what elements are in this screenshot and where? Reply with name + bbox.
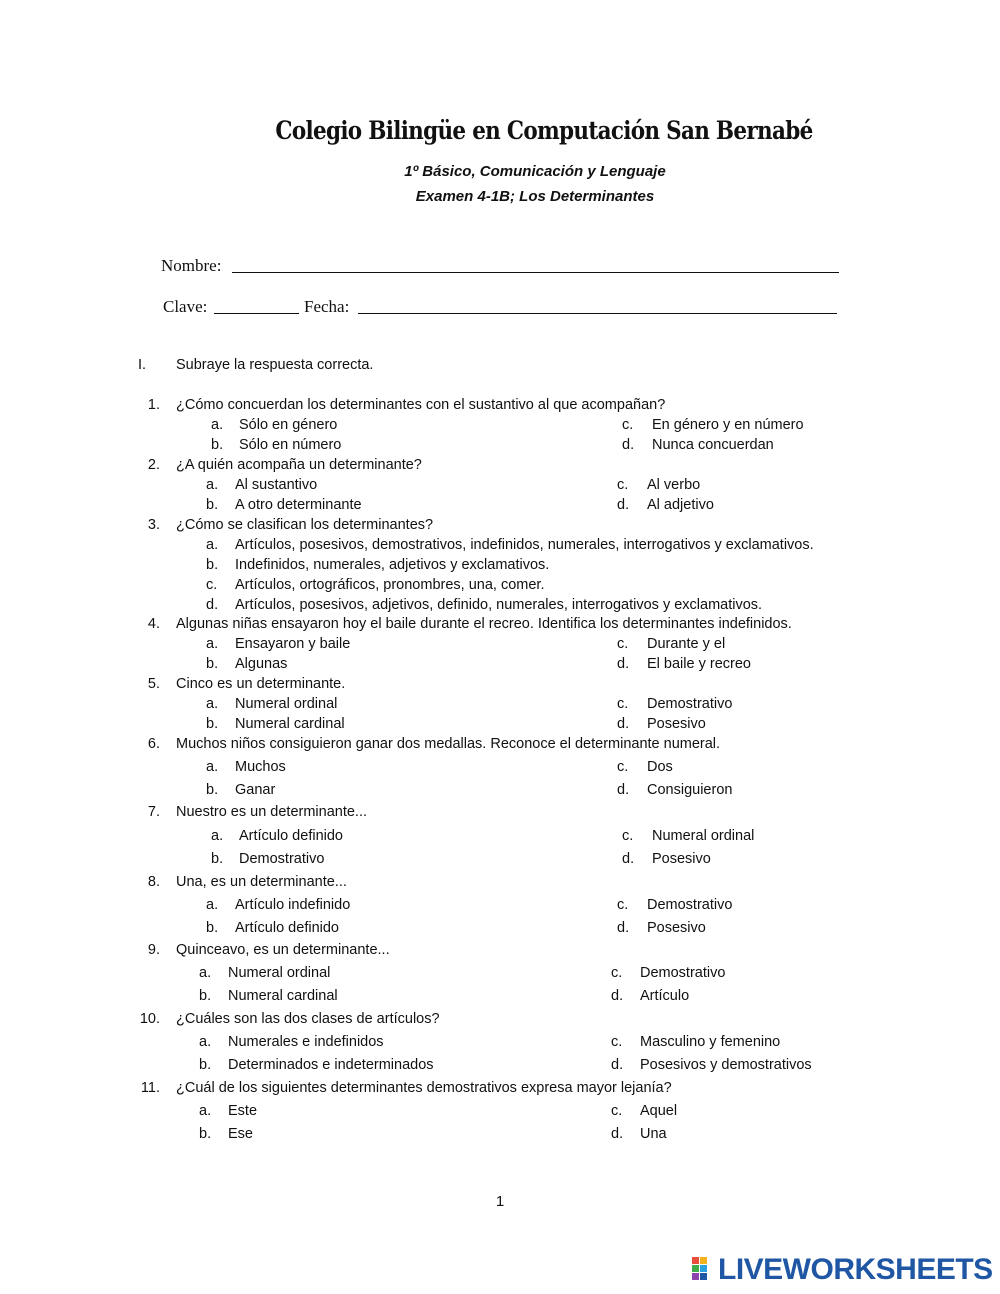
option-letter-9-a: a. bbox=[199, 965, 212, 981]
option-9-d[interactable]: Artículo bbox=[640, 988, 690, 1004]
school-title: Colegio Bilingüe en Computación San Bernabé bbox=[275, 116, 813, 145]
question-text-4: Algunas niñas ensayaron hoy el baile durante el recreo. Identifica los determinantes indefinidos. bbox=[176, 616, 792, 632]
option-11-a[interactable]: Este bbox=[228, 1103, 258, 1119]
option-7-d[interactable]: Posesivo bbox=[652, 851, 711, 867]
option-letter-1-c: c. bbox=[622, 417, 634, 433]
option-letter-9-c: c. bbox=[611, 965, 623, 981]
question-number-9: 9. bbox=[147, 942, 160, 958]
question-text-5: Cinco es un determinante. bbox=[176, 676, 346, 692]
option-letter-5-b: b. bbox=[206, 716, 219, 732]
question-number-4: 4. bbox=[147, 616, 160, 632]
question-number-8: 8. bbox=[147, 874, 160, 890]
option-9-b[interactable]: Numeral cardinal bbox=[228, 988, 338, 1004]
option-letter-9-b: b. bbox=[199, 988, 212, 1004]
question-text-11: ¿Cuál de los siguientes determinantes demostrativos expresa mayor lejanía? bbox=[176, 1080, 672, 1096]
option-letter-1-b: b. bbox=[211, 437, 224, 453]
liveworksheets-logo-icon bbox=[692, 1257, 716, 1281]
option-letter-4-b: b. bbox=[206, 656, 219, 672]
option-4-c[interactable]: Durante y el bbox=[647, 636, 726, 652]
nombre-label: Nombre: bbox=[161, 256, 222, 275]
clave-label: Clave: bbox=[163, 297, 208, 316]
option-8-d[interactable]: Posesivo bbox=[647, 920, 706, 936]
option-letter-4-a: a. bbox=[206, 636, 219, 652]
option-3-c[interactable]: Artículos, ortográficos, pronombres, una, comer. bbox=[235, 577, 545, 593]
question-text-3: ¿Cómo se clasifican los determinantes? bbox=[176, 517, 434, 533]
option-letter-2-a: a. bbox=[206, 477, 219, 493]
option-letter-8-d: d. bbox=[617, 920, 630, 936]
option-letter-2-c: c. bbox=[617, 477, 629, 493]
option-5-c[interactable]: Demostrativo bbox=[647, 696, 733, 712]
question-text-6: Muchos niños consiguieron ganar dos medallas. Reconoce el determinante numeral. bbox=[176, 736, 721, 752]
option-1-a[interactable]: Sólo en género bbox=[239, 417, 338, 433]
option-5-a[interactable]: Numeral ordinal bbox=[235, 696, 338, 712]
option-letter-5-c: c. bbox=[617, 696, 629, 712]
option-2-b[interactable]: A otro determinante bbox=[235, 497, 362, 513]
question-number-11: 11. bbox=[140, 1080, 160, 1096]
option-6-d[interactable]: Consiguieron bbox=[647, 782, 733, 798]
option-letter-2-d: d. bbox=[617, 497, 630, 513]
option-8-b[interactable]: Artículo definido bbox=[235, 920, 339, 936]
clave-field[interactable] bbox=[214, 313, 299, 314]
exam-subtitle: Examen 4-1B; Los Determinantes bbox=[415, 188, 655, 205]
option-4-d[interactable]: El baile y recreo bbox=[647, 656, 751, 672]
course-subtitle: 1º Básico, Comunicación y Lenguaje bbox=[404, 163, 666, 180]
question-number-6: 6. bbox=[147, 736, 160, 752]
option-3-d[interactable]: Artículos, posesivos, adjetivos, definido, numerales, interrogativos y exclamativos. bbox=[235, 597, 763, 613]
option-11-c[interactable]: Aquel bbox=[640, 1103, 678, 1119]
option-10-a[interactable]: Numerales e indefinidos bbox=[228, 1034, 384, 1050]
option-letter-6-d: d. bbox=[617, 782, 630, 798]
option-11-d[interactable]: Una bbox=[640, 1126, 667, 1142]
option-letter-5-a: a. bbox=[206, 696, 219, 712]
option-3-a[interactable]: Artículos, posesivos, demostrativos, indefinidos, numerales, interrogativos y exclamativos. bbox=[235, 537, 814, 553]
option-letter-10-c: c. bbox=[611, 1034, 623, 1050]
question-text-7: Nuestro es un determinante... bbox=[176, 804, 368, 820]
option-letter-3-b: b. bbox=[206, 557, 219, 573]
option-letter-1-d: d. bbox=[622, 437, 635, 453]
option-letter-5-d: d. bbox=[617, 716, 630, 732]
question-text-2: ¿A quién acompaña un determinante? bbox=[176, 457, 422, 473]
option-6-c[interactable]: Dos bbox=[647, 759, 673, 775]
option-letter-9-d: d. bbox=[611, 988, 624, 1004]
option-letter-4-c: c. bbox=[617, 636, 629, 652]
option-8-c[interactable]: Demostrativo bbox=[647, 897, 733, 913]
option-letter-8-c: c. bbox=[617, 897, 629, 913]
option-letter-7-d: d. bbox=[622, 851, 635, 867]
option-7-b[interactable]: Demostrativo bbox=[239, 851, 325, 867]
option-3-b[interactable]: Indefinidos, numerales, adjetivos y exclamativos. bbox=[235, 557, 550, 573]
option-10-d[interactable]: Posesivos y demostrativos bbox=[640, 1057, 812, 1073]
option-9-a[interactable]: Numeral ordinal bbox=[228, 965, 331, 981]
option-letter-10-b: b. bbox=[199, 1057, 212, 1073]
option-9-c[interactable]: Demostrativo bbox=[640, 965, 726, 981]
option-2-a[interactable]: Al sustantivo bbox=[235, 477, 318, 493]
option-5-b[interactable]: Numeral cardinal bbox=[235, 716, 345, 732]
option-letter-8-b: b. bbox=[206, 920, 219, 936]
option-5-d[interactable]: Posesivo bbox=[647, 716, 706, 732]
option-letter-11-d: d. bbox=[611, 1126, 624, 1142]
option-1-b[interactable]: Sólo en número bbox=[239, 437, 342, 453]
question-number-7: 7. bbox=[147, 804, 160, 820]
option-4-a[interactable]: Ensayaron y baile bbox=[235, 636, 351, 652]
option-6-b[interactable]: Ganar bbox=[235, 782, 276, 798]
option-letter-4-d: d. bbox=[617, 656, 630, 672]
option-letter-7-a: a. bbox=[211, 828, 224, 844]
option-letter-8-a: a. bbox=[206, 897, 219, 913]
option-letter-10-a: a. bbox=[199, 1034, 212, 1050]
option-7-a[interactable]: Artículo definido bbox=[239, 828, 343, 844]
page-number: 1 bbox=[495, 1193, 505, 1210]
option-letter-1-a: a. bbox=[211, 417, 224, 433]
option-10-b[interactable]: Determinados e indeterminados bbox=[228, 1057, 434, 1073]
option-letter-3-d: d. bbox=[206, 597, 219, 613]
option-letter-3-a: a. bbox=[206, 537, 219, 553]
question-number-1: 1. bbox=[147, 397, 160, 413]
option-10-c[interactable]: Masculino y femenino bbox=[640, 1034, 781, 1050]
option-letter-6-c: c. bbox=[617, 759, 629, 775]
option-1-c[interactable]: En género y en número bbox=[652, 417, 804, 433]
question-text-8: Una, es un determinante... bbox=[176, 874, 347, 890]
question-number-2: 2. bbox=[147, 457, 160, 473]
option-7-c[interactable]: Numeral ordinal bbox=[652, 828, 755, 844]
option-4-b[interactable]: Algunas bbox=[235, 656, 288, 672]
option-letter-7-b: b. bbox=[211, 851, 224, 867]
option-2-c[interactable]: Al verbo bbox=[647, 477, 701, 493]
fecha-field[interactable] bbox=[358, 313, 837, 314]
option-11-b[interactable]: Ese bbox=[228, 1126, 253, 1142]
option-8-a[interactable]: Artículo indefinido bbox=[235, 897, 351, 913]
question-number-3: 3. bbox=[147, 517, 160, 533]
question-number-10: 10. bbox=[139, 1011, 160, 1027]
option-2-d[interactable]: Al adjetivo bbox=[647, 497, 714, 513]
option-letter-3-c: c. bbox=[206, 577, 218, 593]
option-letter-6-b: b. bbox=[206, 782, 219, 798]
nombre-field[interactable] bbox=[232, 272, 839, 273]
option-letter-10-d: d. bbox=[611, 1057, 624, 1073]
option-letter-2-b: b. bbox=[206, 497, 219, 513]
option-letter-7-c: c. bbox=[622, 828, 634, 844]
option-letter-6-a: a. bbox=[206, 759, 219, 775]
question-text-10: ¿Cuáles son las dos clases de artículos? bbox=[176, 1011, 440, 1027]
question-number-5: 5. bbox=[147, 676, 160, 692]
option-1-d[interactable]: Nunca concuerdan bbox=[652, 437, 774, 453]
section-instruction: Subraye la respuesta correcta. bbox=[176, 357, 374, 373]
option-letter-11-a: a. bbox=[199, 1103, 212, 1119]
question-text-1: ¿Cómo concuerdan los determinantes con el sustantivo al que acompañan? bbox=[176, 397, 666, 413]
option-6-a[interactable]: Muchos bbox=[235, 759, 286, 775]
option-letter-11-b: b. bbox=[199, 1126, 212, 1142]
fecha-label: Fecha: bbox=[304, 297, 350, 316]
liveworksheets-logo: LIVEWORKSHEETS bbox=[718, 1253, 993, 1286]
question-text-9: Quinceavo, es un determinante... bbox=[176, 942, 390, 958]
section-numeral: I. bbox=[138, 357, 147, 373]
option-letter-11-c: c. bbox=[611, 1103, 623, 1119]
